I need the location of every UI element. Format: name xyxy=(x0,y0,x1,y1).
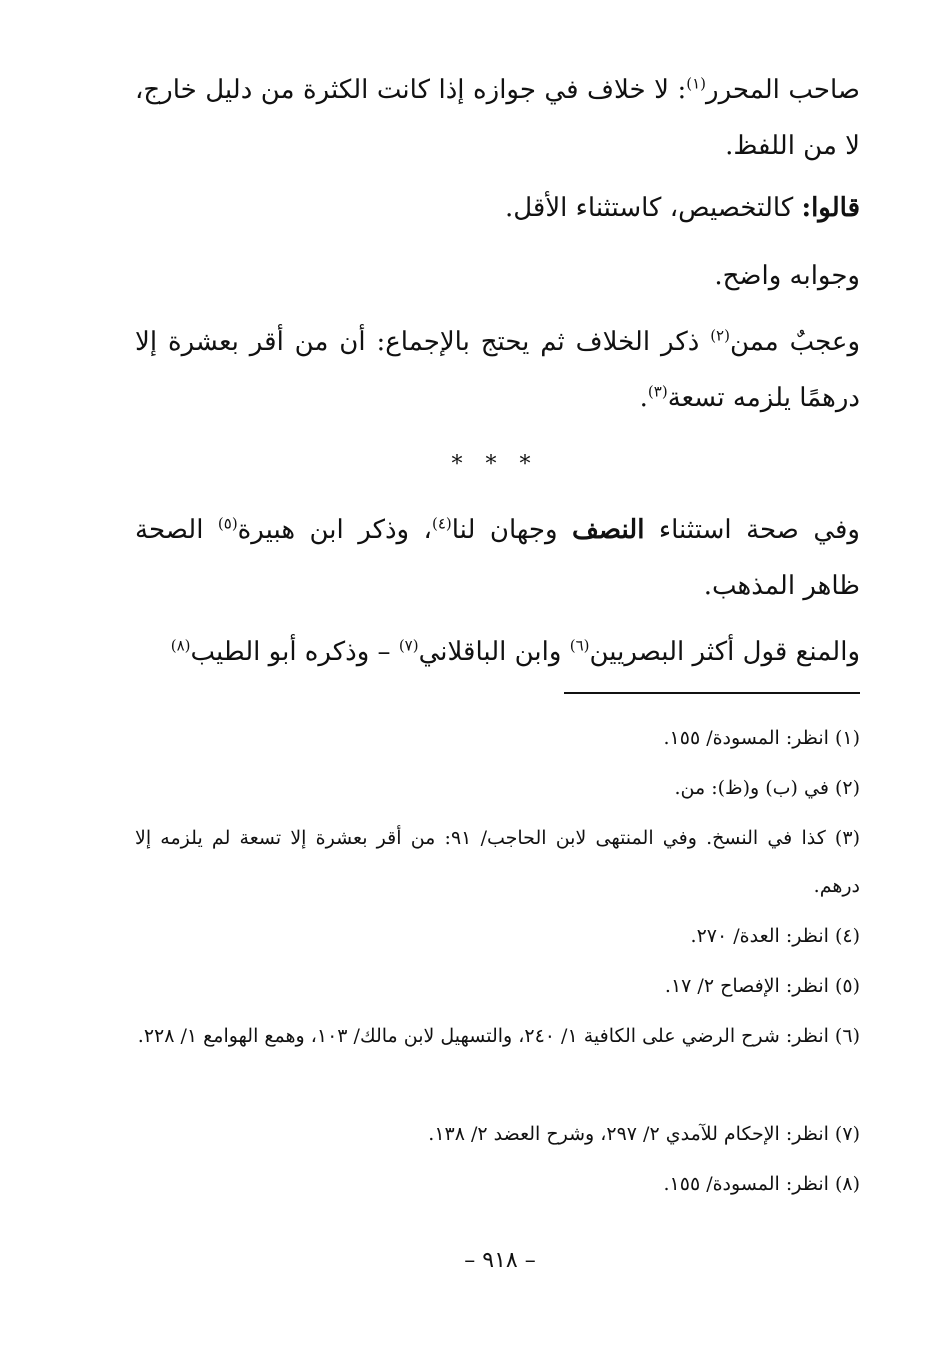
section-divider-stars: * * * xyxy=(451,452,539,477)
paragraph-4-text-a: وعجبٌ ممن xyxy=(729,327,860,357)
paragraph-5-bold: النصف xyxy=(571,515,645,545)
footnote-marker-5: (٥) xyxy=(217,514,238,533)
paragraph-6-text-b: وابن الباقلاني xyxy=(418,637,570,667)
paragraph-3 xyxy=(135,248,860,304)
footnote-8: (٨) انظر: المسودة/ ١٥٥. xyxy=(663,1173,860,1195)
page-number: – ٩١٨ – xyxy=(464,1248,536,1273)
paragraph-2-bold: قالوا: xyxy=(801,193,860,223)
footnote-marker-8: (٨) xyxy=(170,636,191,655)
paragraph-4-text-c: . xyxy=(639,383,648,413)
paragraph-1-text-a: صاحب المحرر xyxy=(706,75,860,105)
footnote-1: (١) انظر: المسودة/ ١٥٥. xyxy=(663,727,860,749)
paragraph-4 xyxy=(135,314,860,426)
paragraph-4-text-b: ذكر الخلاف ثم يحتج بالإجماع: أن من أقر بعشرة إلا درهمًا يلزمه تسعة xyxy=(135,327,860,413)
footnote-3: (٣) كذا في النسخ. وفي المنتهى لابن الحاجب/ ٩١: من أقر بعشرة إلا تسعة لم يلزمه إلا درهم. xyxy=(135,827,860,897)
paragraph-3-text: وجوابه واضح. xyxy=(714,261,860,291)
paragraph-6-text-a: والمنع قول أكثر البصريين xyxy=(589,637,860,667)
footnote-2: (٢) في (ب) و(ظ): من. xyxy=(674,777,860,799)
paragraph-5-text-c: ، وذكر ابن هبيرة xyxy=(237,515,432,545)
paragraph-2 xyxy=(135,180,860,236)
footnote-6: (٦) انظر: شرح الرضي على الكافية ١/ ٢٤٠، والتسهيل لابن مالك/ ١٠٣، وهمع الهوامع ١/ ٢٢٨. xyxy=(137,1025,860,1047)
footnote-7: (٧) انظر: الإحكام للآمدي ٢/ ٢٩٧، وشرح العضد ٢/ ١٣٨. xyxy=(428,1123,860,1145)
footnote-marker-2: (٢) xyxy=(710,326,730,345)
paragraph-6-text-c: – وذكره أبو الطيب xyxy=(190,637,399,667)
paragraph-5-text-a: وفي صحة استثناء xyxy=(644,515,860,545)
footnote-marker-7: (٧) xyxy=(398,636,419,655)
paragraph-2-text: كالتخصيص، كاستثناء الأقل. xyxy=(504,193,802,223)
paragraph-5 xyxy=(135,502,860,614)
footnote-separator xyxy=(564,692,860,694)
paragraph-5-text-d: الصحة ظاهر المذهب. xyxy=(135,515,860,601)
paragraph-5-text-b: وجهان لنا xyxy=(451,515,572,545)
footnote-marker-6: (٦) xyxy=(569,636,590,655)
footnote-marker-3: (٣) xyxy=(647,382,668,401)
footnote-4: (٤) انظر: العدة/ ٢٧٠. xyxy=(690,925,860,947)
footnote-5: (٥) انظر: الإفصاح ٢/ ١٧. xyxy=(664,975,860,997)
paragraph-6 xyxy=(135,624,860,680)
footnote-marker-4: (٤) xyxy=(431,514,452,533)
paragraph-1-text-b: : لا خلاف في جوازه إذا كانت الكثرة من دليل خارج، لا من اللفظ. xyxy=(135,75,860,161)
paragraph-1 xyxy=(135,62,860,174)
footnote-marker-1: (١) xyxy=(686,74,707,93)
